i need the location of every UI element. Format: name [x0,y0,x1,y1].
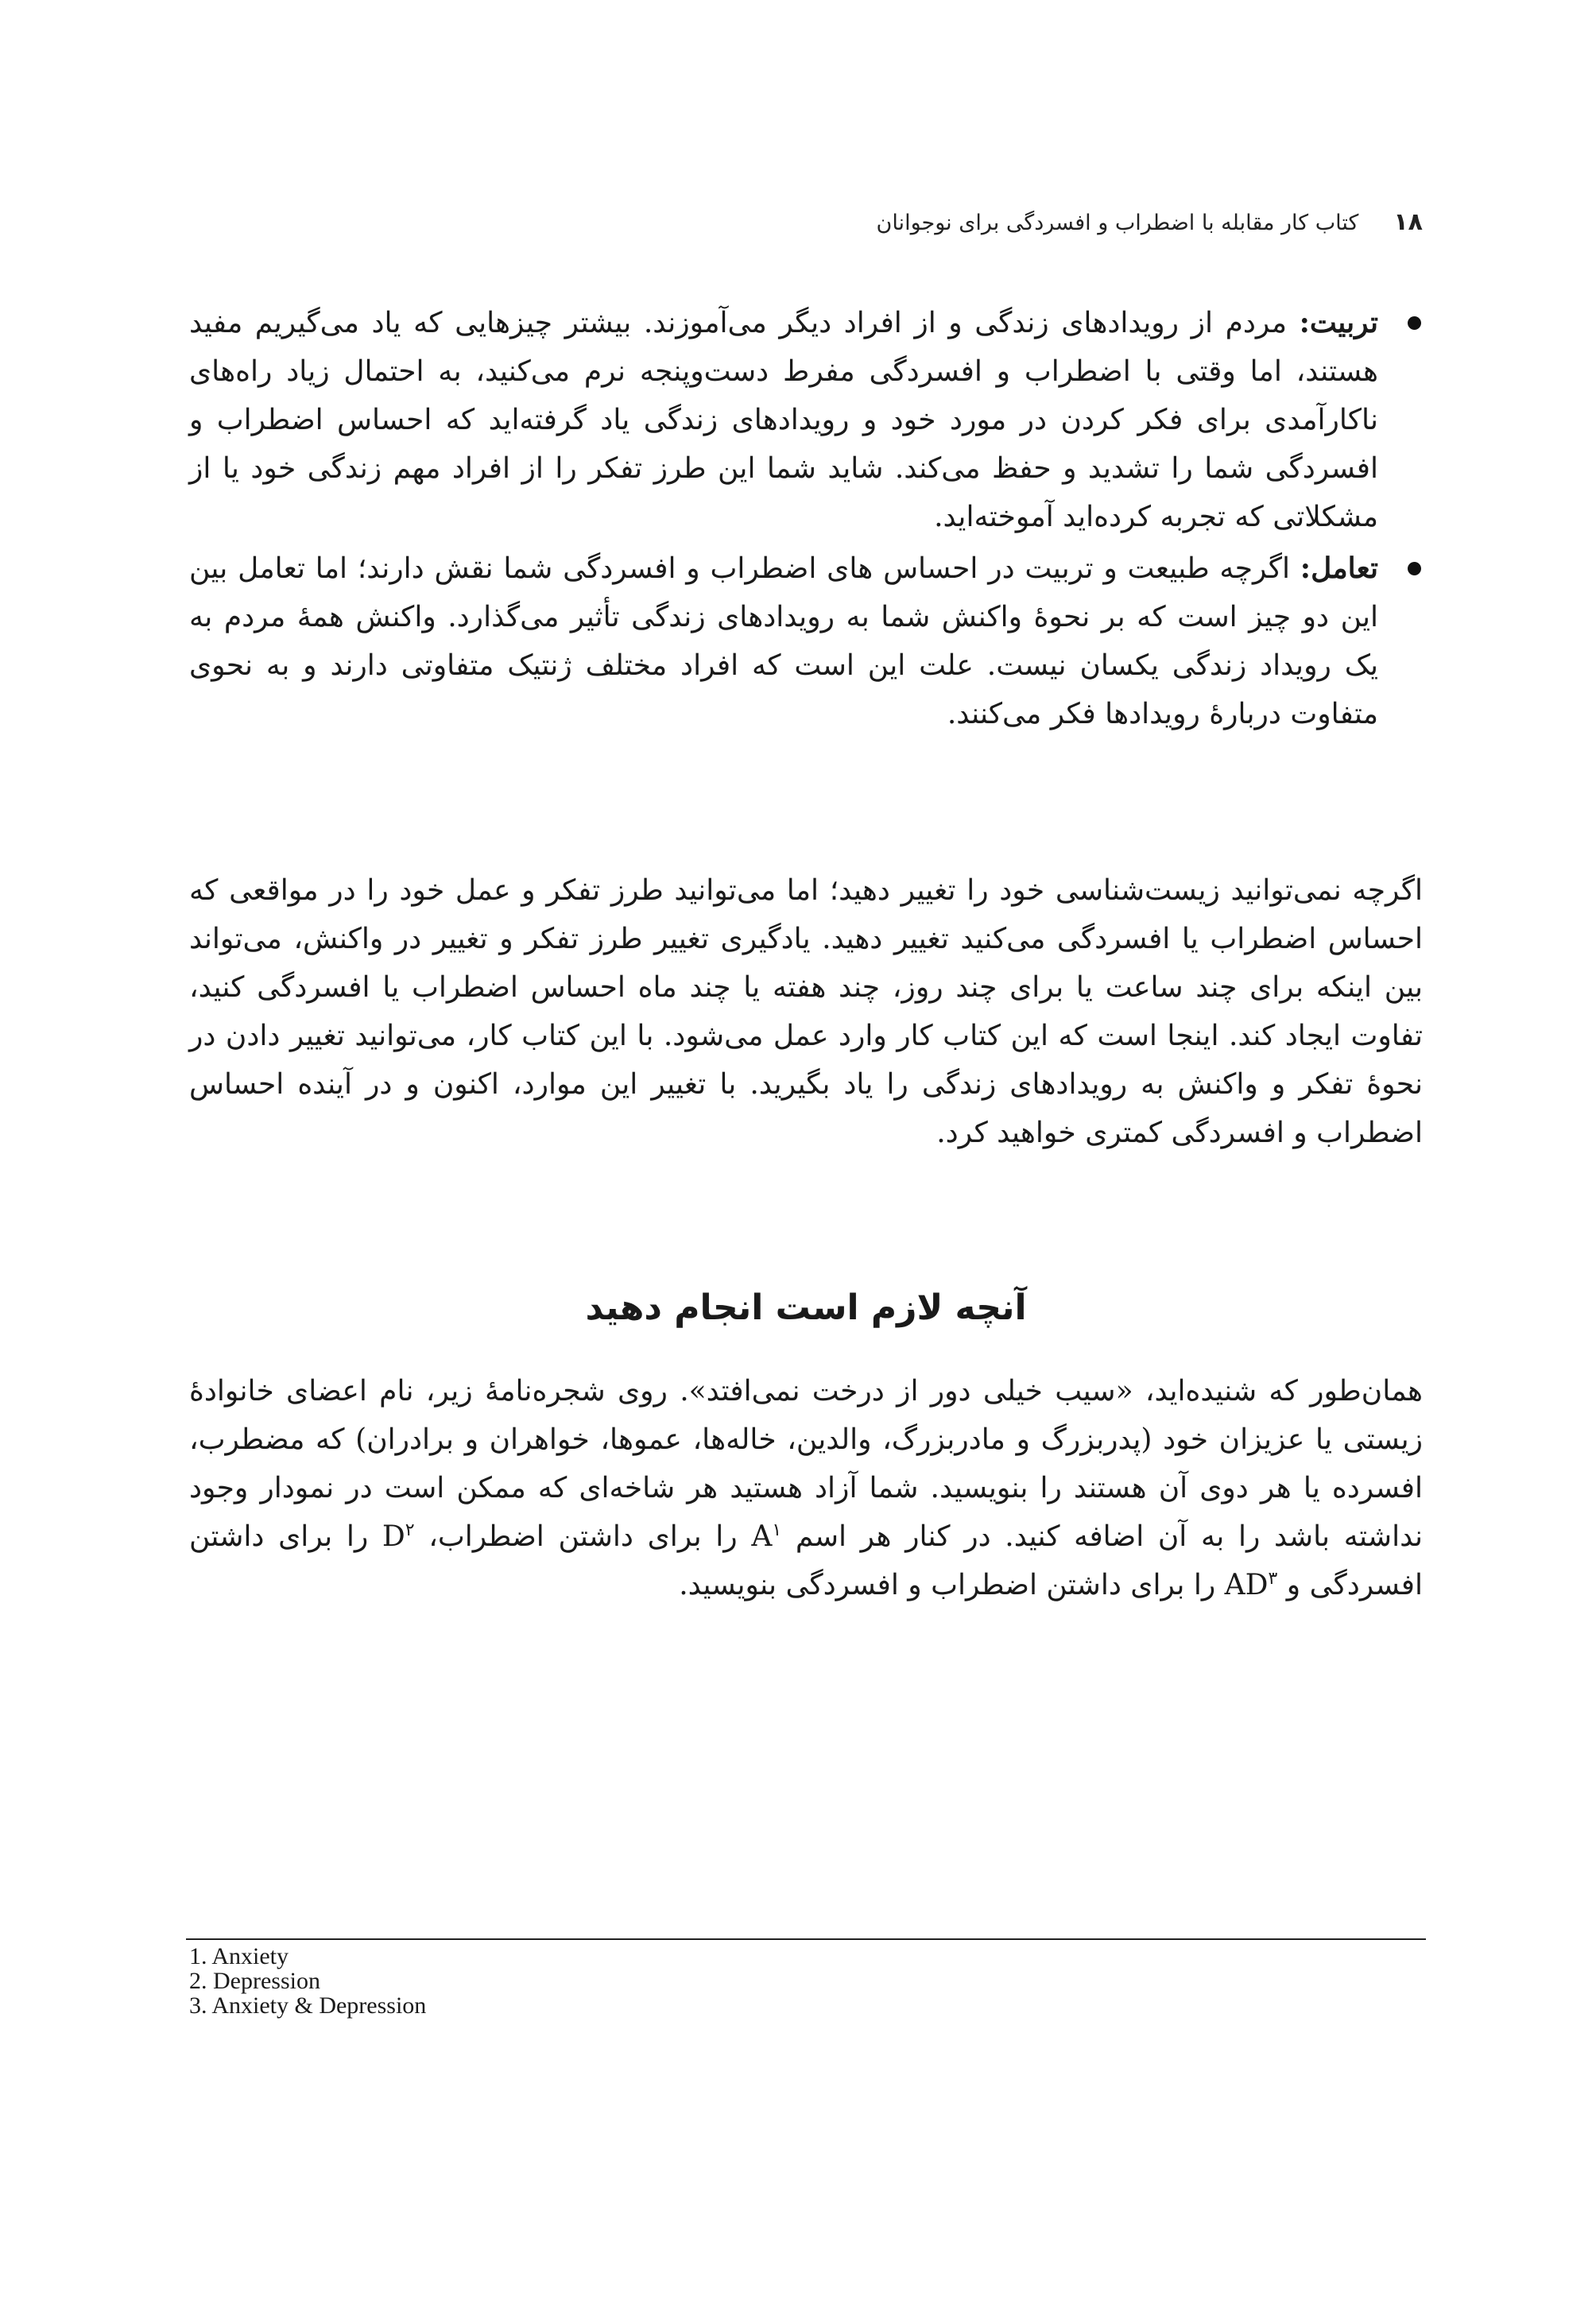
instruction-text-2: را برای داشتن اضطراب، [414,1520,752,1553]
bullet-text: اگرچه طبیعت و تربیت در احساس های اضطراب و افسردگی شما نقش دارند؛ اما تعامل بین این دو چیز است که بر نحوهٔ واکنش شما به رویدادهای زندگی تأثیر می‌گذارد. واکنش همهٔ مردم به یک رویداد زندگی یکسان نیست. علت این است که افراد مختلف ژنتیک متفاوتی دارند و به نحوی متفاوت دربارهٔ رویدادها فکر می‌کنند. [189,552,1378,730]
bullet-item-interaction [189,544,1423,738]
footnote-item: 3. Anxiety & Depression [189,1992,427,2019]
running-title: کتاب کار مقابله با اضطراب و افسردگی برای نوجوانان [876,211,1359,235]
code-anxiety-depression [1225,1569,1278,1601]
footnote-ref-2: ۲ [405,1520,415,1540]
footnote-divider [186,1938,1426,1940]
instruction-paragraph [189,1367,1423,1609]
footnote-item: 1. Anxiety [189,1943,289,1969]
bullet-icon [1408,562,1421,575]
footnote-ref-1: ۱ [772,1520,782,1540]
bullet-term: تعامل: [1300,552,1378,585]
code-a-label: A [751,1520,773,1553]
instruction-text-1: همان‌طور که شنیده‌اید، «سیب خیلی دور از درخت نمی‌افتد». روی شجره‌نامهٔ زیر، نام اعضای خانوادهٔ زیستی یا عزیزان خود (پدربزرگ و مادربزرگ، والدین، خاله‌ها، عموها، خواهران و برادران) که مضطرب، افسرده یا هر دوی آن هستند را بنویسید. شما آزاد هستید هر شاخه‌ای که ممکن است در نمودار وجود نداشته باشد را به آن اضافه کنید. در کنار هر اسم [189,1375,1423,1553]
instruction-text-4: را برای داشتن اضطراب و افسردگی بنویسید. [679,1569,1225,1601]
footnote-item: 2. Depression [189,1968,320,1994]
page-number: ۱۸ [1393,208,1423,236]
bullet-icon [1408,316,1421,330]
code-d-label: D [382,1520,405,1553]
code-depression [382,1520,415,1553]
section-heading: آنچه لازم است انجام دهید [585,1287,1027,1328]
code-anxiety [751,1520,781,1553]
page-header [858,208,1423,236]
footnote-ref-3: ۳ [1268,1569,1278,1589]
bullet-text: مردم از رویدادهای زندگی و از افراد دیگر می‌آموزند. بیشتر چیزهایی که یاد می‌گیریم مفید هستند، اما وقتی با اضطراب و افسردگی مفرط دست‌وپنجه نرم می‌کنید، به احتمال زیاد راه‌های ناکارآمدی برای فکر کردن در مورد خود و رویدادهای زندگی یاد گرفته‌اید که احساس اضطراب و افسردگی شما را تشدید و حفظ می‌کند. شاید شما این طرز تفکر را از افراد مهم زندگی خود یا از مشکلاتی که تجربه کرده‌اید آموخته‌اید. [189,307,1379,533]
bullet-item-nurture [189,299,1423,541]
instruction-text-3: را برای داشتن افسردگی و [189,1520,1423,1601]
bullet-list [189,299,1423,741]
code-ad-label: AD [1224,1569,1269,1601]
bullet-term: تربیت: [1299,306,1378,339]
body-paragraph: اگرچه نمی‌توانید زیست‌شناسی خود را تغییر دهید؛ اما می‌توانید طرز تفکر و عمل خود را در مواقعی که احساس اضطراب یا افسردگی می‌کنید تغییر دهید. یادگیری تغییر طرز تفکر و تغییر در واکنش، می‌تواند بین اینکه برای چند ساعت یا برای چند روز، چند هفته یا چند ماه احساس اضطراب یا افسردگی کنید، تفاوت ایجاد کند. اینجا است که این کتاب کار وارد عمل می‌شود. با این کتاب کار، می‌توانید تغییر دادن در نحوهٔ تفکر و واکنش به رویدادهای زندگی را یاد بگیرید. با تغییر این موارد، اکنون و در آینده احساس اضطراب و افسردگی کمتری خواهید کرد. [189,874,1423,1149]
footnotes [189,1944,426,2018]
